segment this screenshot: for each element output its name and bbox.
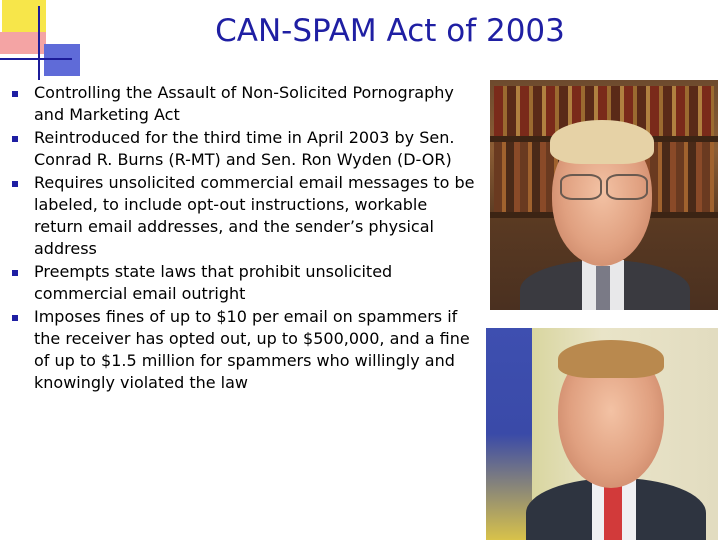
bullet-item bbox=[12, 261, 478, 305]
bullet-item bbox=[12, 172, 478, 260]
bullet-item bbox=[12, 127, 478, 171]
bullet-text: Preempts state laws that prohibit unsolicited commercial email outright bbox=[34, 262, 393, 303]
slide-title: CAN-SPAM Act of 2003 bbox=[215, 13, 565, 49]
bullet-text: Reintroduced for the third time in April 2003 by Sen. Conrad R. Burns (R-MT) and Sen. Ron Wyden (D-OR) bbox=[34, 128, 455, 169]
square-bullet-icon bbox=[12, 270, 18, 276]
square-bullet-icon bbox=[12, 315, 18, 321]
square-bullet-icon bbox=[12, 181, 18, 187]
portrait-photo-burns bbox=[490, 80, 718, 310]
bullet-text: Controlling the Assault of Non-Solicited Pornography and Marketing Act bbox=[34, 83, 454, 124]
square-bullet-icon bbox=[12, 91, 18, 97]
bullet-list bbox=[12, 82, 478, 395]
bullet-item bbox=[12, 82, 478, 126]
portrait-photo-wyden bbox=[486, 328, 718, 540]
corner-ornament-icon bbox=[0, 0, 80, 80]
bullet-text: Imposes fines of up to $10 per email on spammers if the receiver has opted out, up to $500,000, and a fine of up to $1.5 million for spammers who willingly and knowingly violated the law bbox=[34, 307, 470, 392]
bullet-item bbox=[12, 306, 478, 394]
square-bullet-icon bbox=[12, 136, 18, 142]
bullet-text: Requires unsolicited commercial email messages to be labeled, to include opt-out instructions, workable return email addresses, and the sender’s physical address bbox=[34, 173, 475, 258]
